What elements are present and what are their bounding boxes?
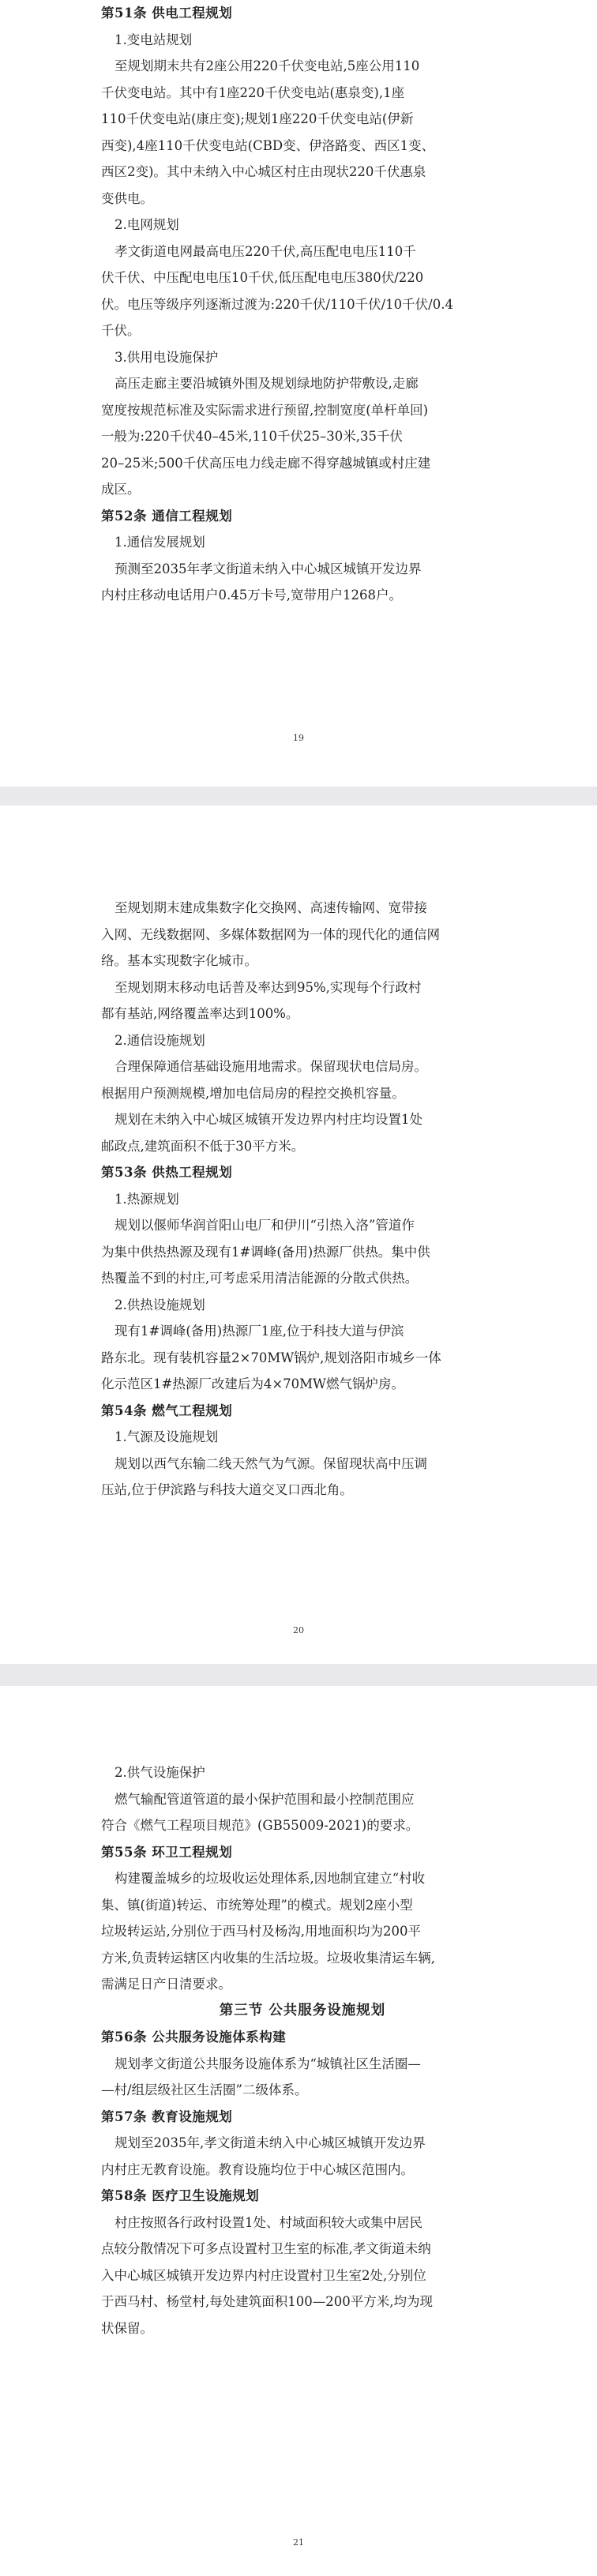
text-line: 高压走廊主要沿城镇外围及规划绿地防护带敷设,走廊 [115, 376, 419, 391]
text-line: 方米,负责转运辖区内收集的生活垃圾。垃圾收集清运车辆, [101, 1950, 435, 1966]
text-line: 路东北。现有装机容量2×70MW锅炉,规划洛阳市城乡一体 [101, 1350, 441, 1365]
text-line: 规划以偃师华润首阳山电厂和伊川“引热入洛”管道作 [115, 1218, 415, 1233]
text-line: 邮政点,建筑面积不低于30平方米。 [101, 1138, 305, 1154]
text-line: 集、镇(街道)转运、市统筹处理”的模式。规划2座小型 [101, 1897, 413, 1913]
text-line: 现有1#调峰(备用)热源厂1座,位于科技大道与伊滨 [115, 1324, 404, 1339]
article-53-heading: 第53条 供热工程规划 [101, 1165, 233, 1180]
subheading-substation-planning: 1.变电站规划 [115, 32, 193, 47]
article-56-heading: 第56条 公共服务设施体系构建 [101, 2030, 287, 2045]
document-page-19 [0, 0, 597, 787]
subheading-power-facility-protection: 3.供用电设施保护 [115, 349, 219, 365]
text-line: 伏。电压等级序列逐渐过渡为:220千伏/110千伏/10千伏/0.4 [101, 296, 453, 312]
text-line: 都有基站,网络覆盖率达到100%。 [101, 1006, 299, 1021]
text-line: 变供电。 [101, 190, 153, 206]
subheading-gas-source: 1.气源及设施规划 [115, 1429, 219, 1444]
text-line: 需满足日产日清要求。 [101, 1977, 231, 1992]
text-line: 压站,位于伊滨路与科技大道交叉口西北角。 [101, 1482, 353, 1497]
text-line: 至规划期末共有2座公用220千伏变电站,5座公用110 [115, 58, 420, 73]
text-line: 村庄按照各行政村设置1处、村域面积较大或集中居民 [115, 2214, 422, 2230]
text-line: 燃气输配管道管道的最小保护范围和最小控制范围应 [115, 1791, 415, 1807]
text-line: 垃圾转运站,分别位于西马村及杨沟,用地面积均为200平 [101, 1924, 421, 1939]
document-page-21 [0, 1686, 597, 2576]
subheading-telecom-development: 1.通信发展规划 [115, 535, 205, 550]
text-line: 规划至2035年,孝文街道未纳入中心城区城镇开发边界 [115, 2135, 426, 2150]
text-line: 根据用户预测规模,增加电信局房的程控交换机容量。 [101, 1085, 405, 1101]
text-line: 孝文街道电网最高电压220千伏,高压配电电压110千 [115, 243, 416, 259]
text-line: 伏千伏、中压配电电压10千伏,低压配电电压380伏/220 [101, 270, 424, 285]
text-line: 合理保障通信基础设施用地需求。保留现状电信局房。 [115, 1059, 427, 1074]
article-57-heading: 第57条 教育设施规划 [101, 2108, 233, 2124]
article-51-heading: 第51条 供电工程规划 [101, 6, 233, 21]
article-58-heading: 第58条 医疗卫生设施规划 [101, 2188, 260, 2203]
document-page-20 [0, 805, 597, 1664]
text-line: 千伏。 [101, 323, 141, 338]
text-line: 为集中供热热源及现有1#调峰(备用)热源厂供热。集中供 [101, 1244, 430, 1260]
text-line: 构建覆盖城乡的垃圾收运处理体系,因地制宜建立“村收 [115, 1871, 426, 1886]
text-line: 西变),4座110千伏变电站(CBD变、伊洛路变、西区1变、 [101, 137, 435, 153]
text-line: 规划在未纳入中心城区城镇开发边界内村庄均设置1处 [115, 1112, 422, 1127]
subheading-heating-facility: 2.供热设施规划 [115, 1297, 205, 1312]
text-line: 千伏变电站。其中有1座220千伏变电站(惠泉变),1座 [101, 84, 405, 100]
text-line: 至规划期末建成集数字化交换网、高速传输网、宽带接 [115, 900, 427, 915]
text-line: 状保留。 [101, 2320, 153, 2336]
text-line: 符合《燃气工程项目规范》(GB55009-2021)的要求。 [101, 1818, 419, 1833]
article-52-heading: 第52条 通信工程规划 [101, 508, 233, 524]
text-line: 预测至2035年孝文街道未纳入中心城区城镇开发边界 [115, 561, 422, 576]
text-line: 化示范区1#热源厂改建后为4×70MW燃气锅炉房。 [101, 1376, 404, 1391]
text-line: 一般为:220千伏40–45米,110千伏25–30米,35千伏 [101, 429, 404, 444]
subheading-grid-planning: 2.电网规划 [115, 217, 179, 232]
text-line: 入网、无线数据网、多媒体数据网为一体的现代化的通信网 [101, 926, 440, 942]
text-line: 宽度按规范标准及实际需求进行预留,控制宽度(单杆单回) [101, 402, 429, 418]
subheading-heat-source: 1.热源规划 [115, 1191, 179, 1207]
page-number: 20 [293, 1625, 304, 1635]
text-line: 20–25米;500千伏高压电力线走廊不得穿越城镇或村庄建 [101, 455, 431, 471]
subheading-gas-facility-protection: 2.供气设施保护 [115, 1765, 205, 1780]
article-55-heading: 第55条 环卫工程规划 [101, 1844, 233, 1860]
text-line: 点较分散情况下可多点设置村卫生室的标准,孝文街道未纳 [101, 2241, 431, 2256]
text-line: 至规划期末移动电话普及率达到95%,实现每个行政村 [115, 979, 422, 995]
text-line: 内村庄无教育设施。教育设施均位于中心城区范围内。 [101, 2161, 414, 2177]
text-line: 110千伏变电站(康庄变);规划1座220千伏变电站(伊新 [101, 111, 414, 126]
article-54-heading: 第54条 燃气工程规划 [101, 1403, 233, 1418]
text-line: 入中心城区城镇开发边界内村庄设置村卫生室2处,分别位 [101, 2267, 426, 2283]
subheading-telecom-facility: 2.通信设施规划 [115, 1032, 205, 1048]
text-line: 规划以西气东输二线天然气为气源。保留现状高中压调 [115, 1455, 427, 1471]
text-line: 热覆盖不到的村庄,可考虑采用清洁能源的分散式供热。 [101, 1271, 419, 1286]
section-3-title: 第三节 公共服务设施规划 [219, 2002, 386, 2018]
text-line: —村/组层级社区生活圈”二级体系。 [101, 2082, 308, 2097]
text-line: 西区2变)。其中未纳入中心城区村庄由现状220千伏惠泉 [101, 164, 426, 179]
text-line: 成区。 [101, 482, 141, 497]
page-number: 19 [293, 733, 304, 743]
page-number: 21 [293, 2537, 304, 2548]
text-line: 规划孝文街道公共服务设施体系为“城镇社区生活圈— [115, 2056, 421, 2071]
text-line: 内村庄移动电话用户0.45万卡号,宽带用户1268户。 [101, 588, 402, 603]
text-line: 于西马村、杨堂村,每处建筑面积100—200平方米,均为现 [101, 2294, 433, 2309]
text-line: 络。基本实现数字化城市。 [101, 953, 257, 968]
